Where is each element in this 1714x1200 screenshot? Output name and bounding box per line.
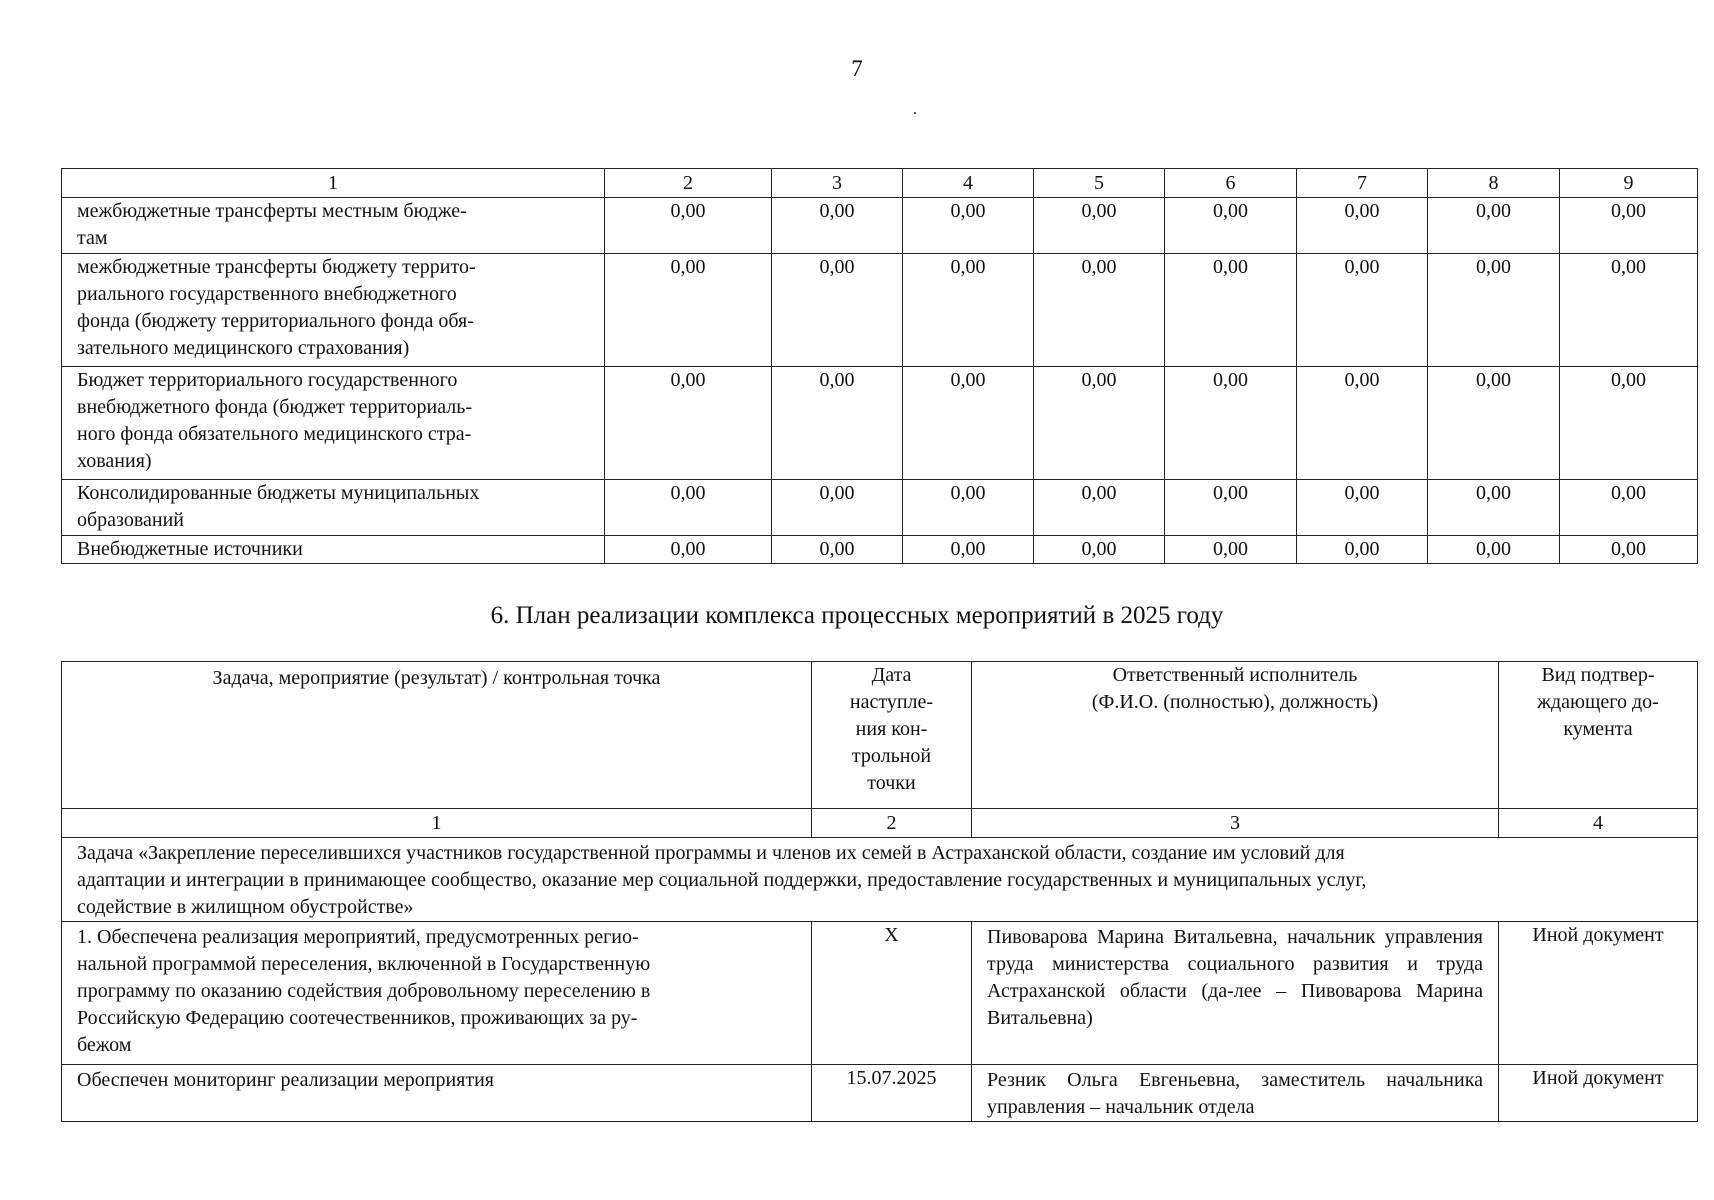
budget-table: [61, 168, 1698, 564]
column-header-label: Ответственный исполнитель (Ф.И.О. (полностью), должность): [1091, 664, 1379, 713]
column-header-label: Задача, мероприятие (результат) / контрольная точка: [212, 667, 661, 689]
budget-value-cell: 0,00: [605, 254, 772, 367]
index-cell: 4: [1499, 809, 1698, 838]
budget-value-cell: 0,00: [1165, 480, 1297, 536]
budget-value-cell: 0,00: [772, 198, 903, 254]
budget-value-cell: 0,00: [605, 198, 772, 254]
budget-value-cell: 0,00: [1560, 254, 1698, 367]
budget-row-label: межбюджетные трансферты местным бюдже- там: [62, 198, 605, 254]
budget-value-cell: 0,00: [1428, 480, 1560, 536]
task-row: [62, 838, 1698, 922]
budget-header-cell: 6: [1165, 169, 1297, 198]
measure-cell: Обеспечен мониторинг реализации мероприятия: [62, 1065, 812, 1122]
budget-value-cell: 0,00: [772, 536, 903, 564]
budget-header-cell: 3: [772, 169, 903, 198]
budget-table-body: [62, 198, 1698, 564]
budget-value-cell: 0,00: [1560, 198, 1698, 254]
budget-row: [62, 536, 1698, 564]
index-cell: 3: [972, 809, 1499, 838]
budget-value-cell: 0,00: [1297, 480, 1428, 536]
budget-value-cell: 0,00: [1297, 254, 1428, 367]
budget-value-cell: 0,00: [1428, 254, 1560, 367]
executor-cell: Пивоварова Марина Витальевна, начальник управления труда министерства социального развития и труда Астраханской области (да-лее – Пивоварова Марина Витальевна): [972, 922, 1499, 1065]
budget-value-cell: 0,00: [1165, 367, 1297, 480]
column-header-date: [812, 662, 972, 809]
budget-table-header: [62, 169, 1698, 198]
budget-value-cell: 0,00: [1560, 536, 1698, 564]
budget-value-cell: 0,00: [903, 254, 1034, 367]
document-cell: Иной документ: [1499, 1065, 1698, 1122]
budget-header-cell: 2: [605, 169, 772, 198]
budget-value-cell: 0,00: [605, 536, 772, 564]
plan-table-header: [62, 662, 1698, 809]
index-cell: 1: [62, 809, 812, 838]
index-cell: 2: [812, 809, 972, 838]
budget-value-cell: 0,00: [605, 367, 772, 480]
budget-value-cell: 0,00: [1165, 536, 1297, 564]
scan-speck: [914, 112, 916, 114]
budget-row-label: межбюджетные трансферты бюджету террито- риального государственного внебюджетного фонда (бюджету территориального фонда обя- зательного медицинского страхования): [62, 254, 605, 367]
budget-value-cell: 0,00: [772, 367, 903, 480]
budget-value-cell: 0,00: [1428, 367, 1560, 480]
budget-value-cell: 0,00: [1165, 198, 1297, 254]
executor-cell: Резник Ольга Евгеньевна, заместитель начальника управления – начальник отдела: [972, 1065, 1499, 1122]
budget-value-cell: 0,00: [1034, 367, 1165, 480]
page-number: 7: [851, 56, 863, 81]
budget-value-cell: 0,00: [1297, 198, 1428, 254]
budget-value-cell: 0,00: [1165, 254, 1297, 367]
budget-value-cell: 0,00: [903, 198, 1034, 254]
budget-header-cell: 9: [1560, 169, 1698, 198]
budget-row-label: Внебюджетные источники: [62, 536, 605, 564]
measure-cell: 1. Обеспечена реализация мероприятий, предусмотренных регио- нальной программой переселения, включенной в Государственную программу по оказанию содействия добровольному переселению в Российскую Федерацию соотечественников, проживающих за ру- бежом: [62, 922, 812, 1065]
budget-value-cell: 0,00: [1428, 198, 1560, 254]
budget-value-cell: 0,00: [903, 367, 1034, 480]
budget-row: [62, 254, 1698, 367]
budget-value-cell: 0,00: [1560, 480, 1698, 536]
section-title: 6. План реализации комплекса процессных мероприятий в 2025 году: [490, 602, 1224, 629]
budget-value-cell: 0,00: [1428, 536, 1560, 564]
budget-value-cell: 0,00: [1034, 254, 1165, 367]
budget-row: [62, 198, 1698, 254]
budget-row: [62, 480, 1698, 536]
column-header-label: Дата наступле- ния кон- трольной точки: [849, 664, 934, 794]
budget-header-cell: 8: [1428, 169, 1560, 198]
column-header-task: [62, 662, 812, 809]
budget-value-cell: 0,00: [1034, 198, 1165, 254]
budget-header-cell: 7: [1297, 169, 1428, 198]
column-header-document: [1499, 662, 1698, 809]
budget-header-cell: 1: [62, 169, 605, 198]
budget-value-cell: 0,00: [772, 254, 903, 367]
plan-row: [62, 922, 1698, 1065]
budget-value-cell: 0,00: [605, 480, 772, 536]
budget-value-cell: 0,00: [903, 536, 1034, 564]
budget-value-cell: 0,00: [1034, 536, 1165, 564]
budget-value-cell: 0,00: [1297, 367, 1428, 480]
budget-value-cell: 0,00: [1034, 480, 1165, 536]
budget-row: [62, 367, 1698, 480]
budget-row-label: Бюджет территориального государственного внебюджетного фонда (бюджет территориаль- ного фонда обязательного медицинского стра- хования): [62, 367, 605, 480]
column-header-executor: [972, 662, 1499, 809]
budget-row-label: Консолидированные бюджеты муниципальных образований: [62, 480, 605, 536]
date-cell: Х: [812, 922, 972, 1065]
budget-value-cell: 0,00: [1560, 367, 1698, 480]
plan-table-index-row: [62, 809, 1698, 838]
budget-value-cell: 0,00: [903, 480, 1034, 536]
task-text: Задача «Закрепление переселившихся участников государственной программы и членов их семей в Астраханской области, создание им условий для адаптации и интеграции в принимающее сообщество, оказание мер социальной поддержки, предоставление государственных и муниципальных услуг, содействие в жилищном обустройстве»: [62, 838, 1698, 922]
date-cell: 15.07.2025: [812, 1065, 972, 1122]
column-header-label: Вид подтвер- ждающего до- кумента: [1537, 664, 1659, 740]
plan-row: [62, 1065, 1698, 1122]
plan-table: [61, 661, 1698, 1122]
document-cell: Иной документ: [1499, 922, 1698, 1065]
budget-header-cell: 5: [1034, 169, 1165, 198]
budget-header-cell: 4: [903, 169, 1034, 198]
budget-value-cell: 0,00: [1297, 536, 1428, 564]
budget-value-cell: 0,00: [772, 480, 903, 536]
